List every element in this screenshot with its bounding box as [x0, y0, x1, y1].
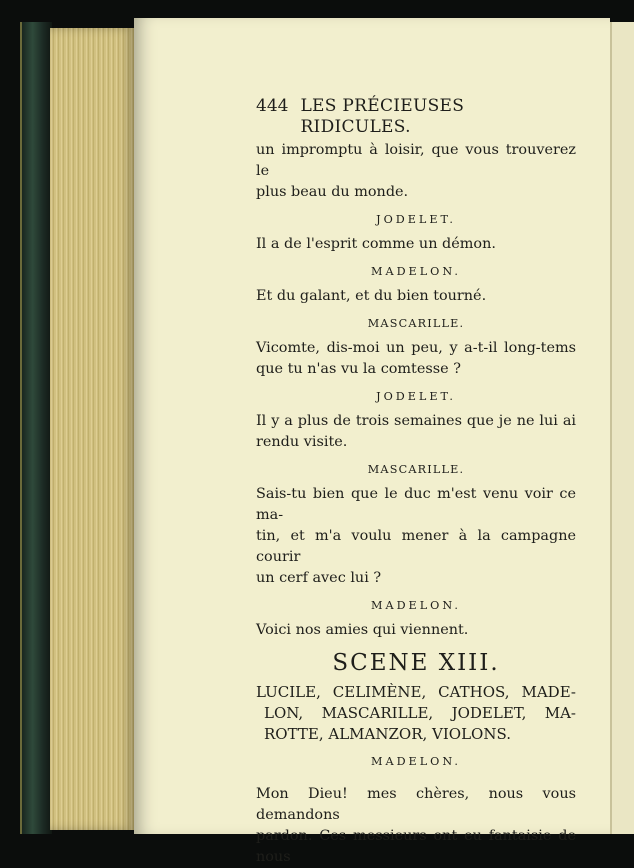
- speaker-name: MADELON.: [371, 755, 461, 768]
- speaker-name: JODELET.: [376, 213, 456, 226]
- speaker-name: MADELON.: [371, 599, 461, 612]
- facing-page-edge: [610, 22, 634, 834]
- text-line: plus beau du monde.: [256, 184, 409, 200]
- cast-line: LON, MASCARILLE, JODELET, MA-: [264, 704, 576, 722]
- text-line: Et du galant, et du bien tourné.: [256, 288, 487, 304]
- text-line: Voici nos amies qui viennent.: [256, 622, 469, 638]
- page-text: [256, 96, 576, 868]
- text-line: Vicomte, dis-moi un peu, y a-t-il long-tems: [256, 340, 576, 356]
- running-header: [256, 96, 576, 138]
- text-line: pardon. Ces messieurs ont eu fantaisie de nous: [256, 828, 576, 865]
- speaker-name: MADELON.: [371, 265, 461, 278]
- text-line: Il y a plus de trois semaines que je ne lui ai: [256, 413, 576, 429]
- cast-list: [256, 682, 576, 745]
- page-number: 444: [256, 96, 289, 116]
- cast-line: ROTTE, ALMANZOR, VIOLONS.: [264, 725, 511, 743]
- text-line: un cerf avec lui ?: [256, 570, 382, 586]
- book-spine: [20, 22, 52, 834]
- scene-title: SCENE XIII.: [332, 650, 500, 676]
- text-line: que tu n'as vu la comtesse ?: [256, 361, 461, 377]
- speaker-name: MASCARILLE.: [367, 463, 465, 476]
- text-line: rendu visite.: [256, 434, 348, 450]
- text-line: Il a de l'esprit comme un démon.: [256, 236, 496, 252]
- speaker-name: JODELET.: [376, 390, 456, 403]
- page-edges: [50, 28, 134, 830]
- text-line: tin, et m'a voulu mener à la campagne courir: [256, 528, 576, 565]
- running-title: LES PRÉCIEUSES RIDICULES.: [300, 96, 465, 137]
- cast-line: LUCILE, CELIMÈNE, CATHOS, MADE-: [256, 683, 576, 701]
- speaker-name: MASCARILLE.: [367, 317, 465, 330]
- text-line: un impromptu à loisir, que vous trouverez le: [256, 142, 576, 179]
- text-line: Mon Dieu! mes chères, nous vous demandons: [256, 786, 576, 823]
- text-line: Sais-tu bien que le duc m'est venu voir ce ma-: [256, 486, 576, 523]
